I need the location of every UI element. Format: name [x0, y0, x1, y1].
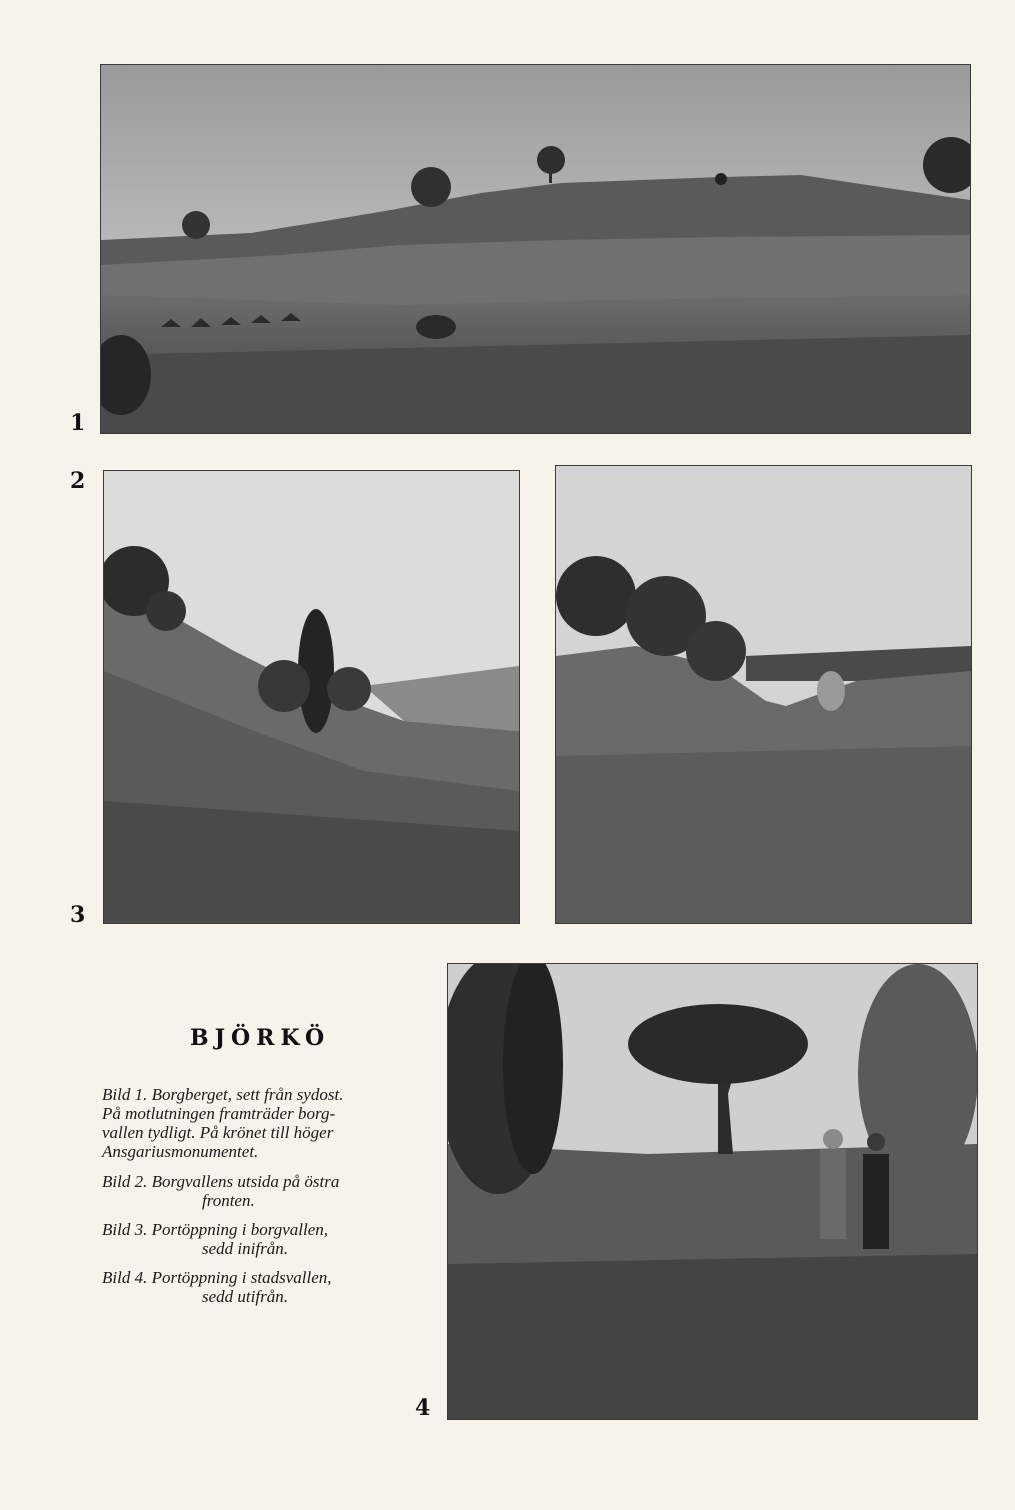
caption-4-line-2: sedd utifrån.	[202, 1287, 288, 1306]
photo-number-1: 1	[70, 410, 86, 436]
caption-2-line-2: fronten.	[202, 1191, 255, 1210]
caption-bild-3	[102, 1220, 417, 1258]
caption-1-line-3: vallen tydligt. På krönet till höger	[102, 1123, 334, 1142]
photo-3-portoppning-inifran	[555, 465, 972, 924]
photo-2-landscape	[104, 471, 519, 923]
photo-1-landscape	[101, 65, 970, 433]
caption-3-line-1: Bild 3. Portöppning i borgvallen,	[102, 1220, 329, 1239]
photo-4-portoppning-utifran	[447, 963, 978, 1420]
caption-bild-2	[102, 1172, 417, 1210]
caption-3-line-2: sedd inifrån.	[202, 1239, 288, 1258]
photo-number-3: 3	[70, 902, 86, 928]
photo-number-4: 4	[415, 1395, 431, 1421]
photo-number-2: 2	[70, 468, 86, 494]
photo-2-borgvallen-utsida	[103, 470, 520, 924]
photo-4-landscape	[448, 964, 977, 1419]
caption-4-line-1: Bild 4. Portöppning i stadsvallen,	[102, 1268, 332, 1287]
photo-1-borgberget	[100, 64, 971, 434]
caption-2-line-1: Bild 2. Borgvallens utsida på östra	[102, 1172, 340, 1191]
caption-1-line-4: Ansgariusmonumentet.	[102, 1142, 259, 1161]
caption-1-line-2: På motlutningen framträder borg-	[102, 1104, 336, 1123]
caption-bild-4	[102, 1268, 417, 1306]
photo-3-landscape	[556, 466, 971, 923]
caption-1-line-1: Bild 1. Borgberget, sett från sydost.	[102, 1085, 344, 1104]
caption-bild-1	[102, 1085, 417, 1161]
page-title: BJÖRKÖ	[190, 1025, 331, 1051]
